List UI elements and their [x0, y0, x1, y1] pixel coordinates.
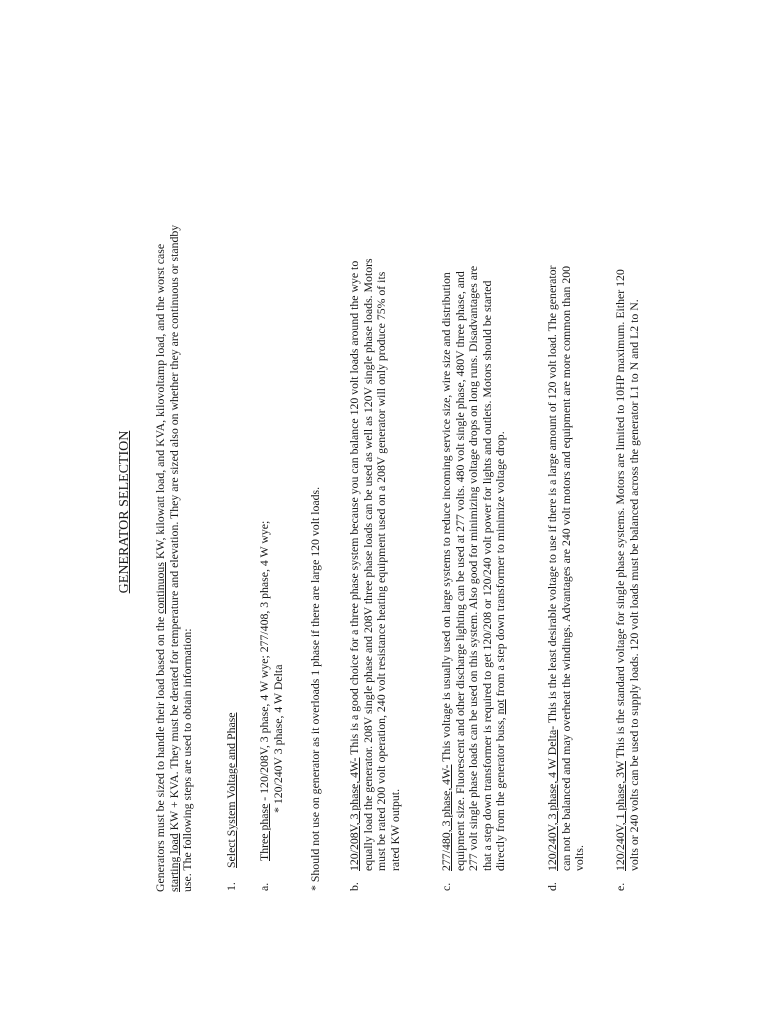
item-a-line-2: * 120/240V 3 phase, 4 W Delta: [270, 664, 285, 813]
item-c-not: not: [493, 699, 508, 715]
intro-text-1: Generators must be sized to handle their load based on the: [153, 613, 167, 892]
step-1: [225, 291, 239, 891]
step-1-heading: Select System Voltage and Phase: [224, 712, 238, 868]
item-e-label: 120/240V, 1 phase, 3W: [613, 761, 627, 871]
item-d-label: 120/240V, 3 phase, 4 W Delta: [545, 729, 559, 871]
item-b-line-2: equally load the generator. 208V single phase and 208V three phase loads can be used as well as 120V single phase loads. Motors: [360, 258, 375, 871]
item-c-line-2: equipment size. Fluorescent and other discharge lighting can be used at 277 volts. 480 volt single phase, 480V three phase, and: [452, 271, 467, 871]
item-d-letter: d.: [545, 882, 559, 891]
item-d-line-1: - This is the least desirable voltage to use if there is a large amount of 120 volt load. The generator: [545, 265, 559, 730]
intro-paragraph: [154, 132, 195, 892]
item-c-line-4: that a step down transformer is required to get 120/208 or 120/240 volt power for lights and outlets. Motors should be started: [479, 280, 494, 871]
step-1-number: 1.: [224, 882, 238, 891]
item-e-letter: e.: [613, 882, 627, 891]
item-a-line-1: - 120/208V, 3 phase, 4 W wye; 277/408, 3 phase, 4 W wye;: [257, 520, 271, 804]
item-b-line-3: must be rated 200 volt operation, 240 volt resistance heating equipment used on a 208V generator will only produce 75% of its: [374, 271, 389, 871]
item-c-letter: c.: [439, 882, 453, 891]
item-c-label: 277/480, 3 phase, 4W-: [439, 764, 453, 871]
item-d-line-2: can not be balanced and may overheat the windings. Advantages are 240 volt motors and equipment are more common than 200: [558, 265, 573, 871]
item-a-letter: a.: [257, 882, 271, 891]
item-c-line-3: 277 volt single phase loads can be used on this system. Also good for minimizing voltage drops on long runs. Disadvantages are: [466, 265, 481, 871]
intro-text-4: use. The following steps are used to obtain information:: [180, 628, 195, 892]
item-b-label: 120/208V, 3 phase, 4W-: [347, 757, 361, 871]
item-c-line-5a: directly from the generator buss,: [493, 714, 508, 871]
item-b-line-1: This is a good choice for a three phase system because you can balance 120 volt loads around the wye to: [347, 260, 361, 758]
intro-text-2: KW, kilowatt load, and KVA, kilovoltamp load, and the worst case: [153, 243, 167, 563]
document-title: GENERATOR SELECTION: [117, 430, 132, 594]
intro-text-3: KW + KVA. They must be derated for temperature and elevation. They are sized also on whether they are continuous or standby: [166, 224, 181, 834]
intro-starting-load: starting load: [166, 833, 181, 892]
note-asterisk: * Should not use on generator as it overloads 1 phase if there are large 120 volt loads.: [308, 486, 322, 891]
item-a-label: Three phase: [257, 803, 271, 861]
item-e-line-1: This is the standard voltage for single phase systems. Motors are limited to 10HP maximum. Either 120: [613, 269, 627, 761]
item-e-line-2: volts or 240 volts can be used to supply loads. 120 volt loads must be balanced across the generator L1 to N and L2 to N.: [626, 299, 641, 871]
item-d-line-3: volts.: [572, 845, 587, 871]
item-b-letter: b.: [347, 882, 361, 891]
item-c-line-5b: from a step down transformer to minimize voltage drop.: [493, 431, 508, 700]
intro-continuous: continuous: [153, 562, 167, 614]
item-b-line-4: rated KW output.: [387, 788, 402, 871]
item-c-line-1: This voltage is usually used on large systems to reduce incoming service size, wire size and distribution: [439, 272, 453, 765]
